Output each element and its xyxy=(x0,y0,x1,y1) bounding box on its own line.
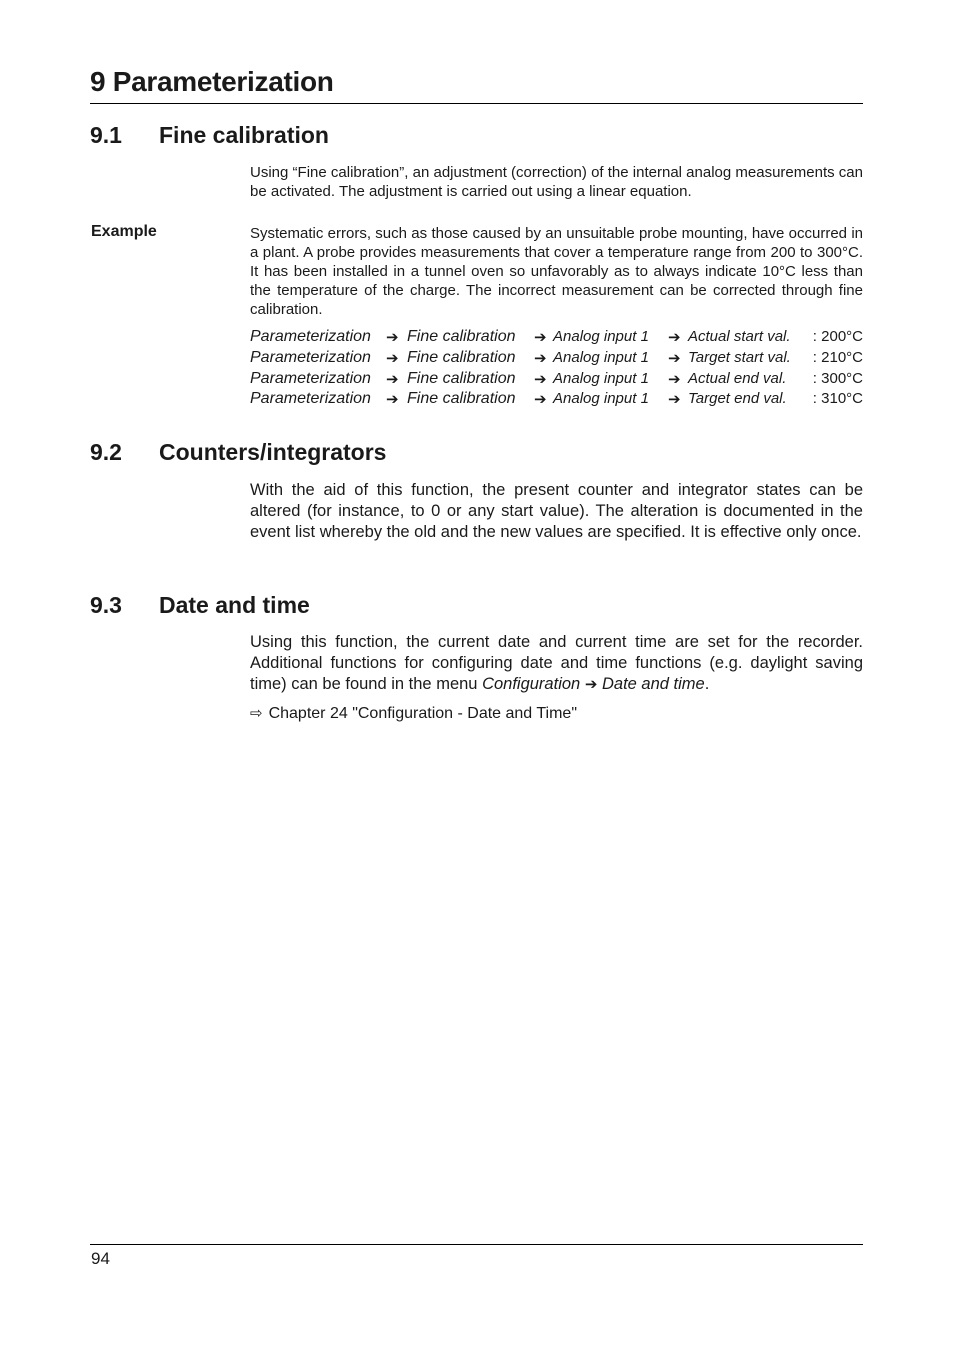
path-input: Analog input 1 xyxy=(553,370,649,387)
path-parameter: Target start val. xyxy=(688,349,791,366)
path-menu: Parameterization xyxy=(250,328,371,345)
chapter-reference xyxy=(250,704,577,723)
path-menu: Parameterization xyxy=(250,370,371,387)
path-value: : 310°C xyxy=(812,390,863,407)
arrow-icon: ➔ xyxy=(534,371,547,388)
chapter-title: 9 Parameterization xyxy=(90,66,334,97)
path-value: : 210°C xyxy=(812,349,863,366)
arrow-icon: ➔ xyxy=(668,371,681,388)
path-value: : 300°C xyxy=(812,370,863,387)
arrow-icon: ➔ xyxy=(668,391,681,408)
menu-configuration: Configuration xyxy=(482,675,581,693)
arrow-icon: ➔ xyxy=(668,350,681,367)
section-number-9-3: 9.3 xyxy=(90,592,122,618)
section-title-date-and-time: Date and time xyxy=(159,592,310,618)
path-value: : 200°C xyxy=(812,328,863,345)
menu-path-row xyxy=(250,370,863,391)
path-submenu: Fine calibration xyxy=(407,370,516,387)
section-title-fine-calibration: Fine calibration xyxy=(159,122,329,148)
page-number: 94 xyxy=(91,1249,110,1268)
menu-path-row xyxy=(250,390,863,411)
example-label: Example xyxy=(91,223,157,240)
date-time-text-end: . xyxy=(704,675,710,693)
footer-divider xyxy=(90,1244,863,1245)
example-text: Systematic errors, such as those caused by an unsuitable probe mounting, have occurred in a plant. A probe provides measurements that cover a temperature range from 200 to 300°C. It has been installed in a tunnel oven so unfavorably as to always indicate 10°C less than the temperature of the charge. The incorrect measurement can be corrected through fine calibration. xyxy=(250,225,863,318)
menu-path-row xyxy=(250,349,863,370)
section-number-9-2: 9.2 xyxy=(90,439,122,465)
arrow-icon: ➔ xyxy=(534,350,547,367)
path-parameter: Target end val. xyxy=(688,390,787,407)
path-menu: Parameterization xyxy=(250,390,371,407)
arrow-icon: ➔ xyxy=(668,329,681,346)
arrow-icon: ➔ xyxy=(534,329,547,346)
arrow-icon: ➔ xyxy=(584,676,598,693)
path-input: Analog input 1 xyxy=(553,349,649,366)
path-parameter: Actual start val. xyxy=(688,328,791,345)
arrow-icon: ➔ xyxy=(386,329,399,346)
fine-calibration-intro: Using “Fine calibration”, an adjustment (correction) of the internal analog measurements can be activated. The adjustment is carried out using a linear equation. xyxy=(250,164,863,200)
arrow-icon: ➔ xyxy=(534,391,547,408)
menu-date-and-time: Date and time xyxy=(601,675,705,693)
chapter-divider xyxy=(90,103,863,104)
path-submenu: Fine calibration xyxy=(407,328,516,345)
reference-arrow-icon: ⇨ xyxy=(250,705,263,722)
path-input: Analog input 1 xyxy=(553,328,649,345)
path-menu: Parameterization xyxy=(250,349,371,366)
path-parameter: Actual end val. xyxy=(688,370,787,387)
counters-integrators-text: With the aid of this function, the present counter and integrator states can be altered (for instance, to 0 or any start value). The alteration is documented in the event list whereby the old and the new values are specified. It is effective only once. xyxy=(250,481,863,541)
section-number-9-1: 9.1 xyxy=(90,122,122,148)
arrow-icon: ➔ xyxy=(386,371,399,388)
path-submenu: Fine calibration xyxy=(407,390,516,407)
path-input: Analog input 1 xyxy=(553,390,649,407)
reference-text: Chapter 24 "Configuration - Date and Time" xyxy=(268,705,577,722)
path-submenu: Fine calibration xyxy=(407,349,516,366)
menu-path-row xyxy=(250,328,863,349)
arrow-icon: ➔ xyxy=(386,350,399,367)
date-and-time-text xyxy=(250,632,863,695)
date-time-text-start: Using this function, the current date and current time are set for the recorder. Additional functions for configuring date and time functions (e.g. daylight saving time) can be found in the menu xyxy=(250,633,863,693)
section-title-counters-integrators: Counters/integrators xyxy=(159,439,387,465)
arrow-icon: ➔ xyxy=(386,391,399,408)
